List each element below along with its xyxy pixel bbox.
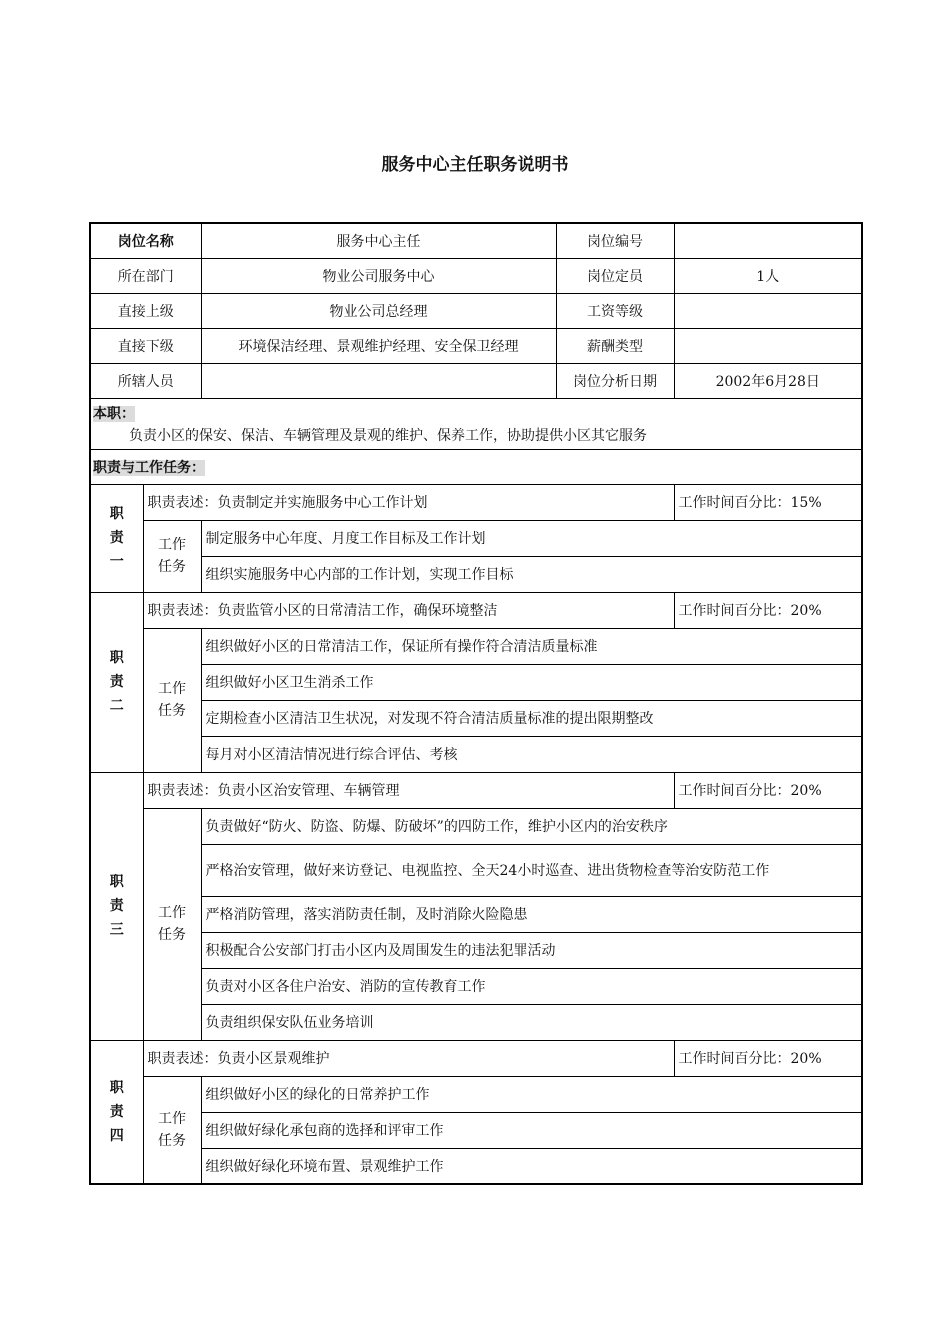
duty-group-label	[90, 484, 143, 592]
work-task-item: 负责做好“防火、防盗、防爆、防破坏”的四防工作，维护小区内的治安秩序	[201, 808, 862, 844]
work-task-item: 每月对小区清洁情况进行综合评估、考核	[201, 736, 862, 772]
duty-group-char: 三	[109, 922, 124, 938]
analysis-date-label: 岗位分析日期	[556, 363, 674, 398]
work-task-label-line: 任务	[158, 1132, 186, 1149]
duty-group-char: 职	[109, 506, 124, 522]
work-task-label-line: 任务	[158, 559, 186, 575]
duty-summary-cell	[90, 398, 862, 449]
work-task-item: 定期检查小区清洁卫生状况，对发现不符合清洁质量标准的提出限期整改	[201, 700, 862, 736]
duty-group-char: 责	[109, 1103, 124, 1120]
work-task-label	[143, 808, 201, 1040]
superior-label: 直接上级	[90, 293, 201, 328]
duty-group-char: 职	[109, 1079, 124, 1096]
duty-group-label	[90, 1040, 143, 1184]
work-task-item: 组织做好小区卫生消杀工作	[201, 664, 862, 700]
document-title: 服务中心主任职务说明书	[381, 155, 569, 175]
post-name-label: 岗位名称	[90, 223, 201, 258]
duty-description: 职责表述：负责监管小区的日常清洁工作，确保环境整洁	[143, 592, 674, 628]
work-task-label	[143, 628, 201, 772]
work-task-label	[143, 1076, 201, 1184]
work-task-item: 组织做好绿化环境布置、景观维护工作	[201, 1148, 862, 1184]
superior-value: 物业公司总经理	[201, 293, 556, 328]
duty-group-char: 二	[109, 698, 124, 714]
work-task-label-line: 工作	[158, 905, 186, 921]
staff-value	[201, 363, 556, 398]
work-task-label	[143, 520, 201, 592]
wage-value	[674, 293, 862, 328]
work-task-item: 负责对小区各住户治安、消防的宣传教育工作	[201, 968, 862, 1004]
analysis-date-value: 2002年6月28日	[674, 363, 862, 398]
duty-summary-text: 负责小区的保安、保洁、车辆管理及景观的维护、保养工作，协助提供小区其它服务	[129, 427, 647, 444]
duty-description: 职责表述：负责小区景观维护	[143, 1040, 674, 1076]
duty-time-percentage: 工作时间百分比：20%	[674, 772, 862, 808]
duty-time-percentage: 工作时间百分比：20%	[674, 592, 862, 628]
duty-group-char: 一	[109, 554, 124, 570]
post-name-value: 服务中心主任	[201, 223, 556, 258]
wage-label: 工资等级	[556, 293, 674, 328]
duty-list	[90, 484, 862, 1184]
job-description-table	[89, 222, 863, 1185]
work-task-item: 积极配合公安部门打击小区内及周围发生的违法犯罪活动	[201, 932, 862, 968]
duty-group-char: 责	[109, 530, 124, 546]
post-code-value	[674, 223, 862, 258]
work-task-label-line: 任务	[158, 703, 186, 719]
work-task-label-line: 工作	[158, 681, 186, 697]
work-task-item: 组织实施服务中心内部的工作计划，实现工作目标	[201, 556, 862, 592]
duty-description: 职责表述：负责小区治安管理、车辆管理	[143, 772, 674, 808]
headcount-label: 岗位定员	[556, 258, 674, 293]
subordinate-value: 环境保洁经理、景观维护经理、安全保卫经理	[201, 328, 556, 363]
duty-group-char: 责	[109, 898, 124, 914]
work-task-item: 严格消防管理，落实消防责任制，及时消除火险隐患	[201, 896, 862, 932]
work-task-label-line: 任务	[158, 927, 186, 943]
work-task-item: 负责组织保安队伍业务培训	[201, 1004, 862, 1040]
work-task-item: 制定服务中心年度、月度工作目标及工作计划	[201, 520, 862, 556]
duty-group-char: 责	[109, 674, 124, 690]
duty-time-percentage: 工作时间百分比：15%	[674, 484, 862, 520]
work-task-label-line: 工作	[158, 537, 186, 553]
work-task-item: 组织做好绿化承包商的选择和评审工作	[201, 1112, 862, 1148]
headcount-value: 1人	[674, 258, 862, 293]
duty-description: 职责表述：负责制定并实施服务中心工作计划	[143, 484, 674, 520]
duty-group-char: 职	[109, 874, 124, 890]
work-task-item: 组织做好小区的日常清洁工作，保证所有操作符合清洁质量标准	[201, 628, 862, 664]
duty-group-label	[90, 592, 143, 772]
work-task-label-line: 工作	[158, 1110, 186, 1127]
staff-label: 所辖人员	[90, 363, 201, 398]
duty-group-char: 四	[109, 1127, 124, 1144]
work-task-item: 组织做好小区的绿化的日常养护工作	[201, 1076, 862, 1112]
dept-label: 所在部门	[90, 258, 201, 293]
pay-type-label: 薪酬类型	[556, 328, 674, 363]
pay-type-value	[674, 328, 862, 363]
tasks-section-label: 职责与工作任务：	[93, 459, 205, 476]
post-code-label: 岗位编号	[556, 223, 674, 258]
subordinate-label: 直接下级	[90, 328, 201, 363]
work-task-item: 严格治安管理，做好来访登记、电视监控、全天24小时巡查、进出货物检查等治安防范工作	[201, 844, 862, 896]
duty-group-label	[90, 772, 143, 1040]
tasks-section-cell	[90, 449, 862, 484]
duty-time-percentage: 工作时间百分比：20%	[674, 1040, 862, 1076]
duty-group-char: 职	[109, 650, 124, 666]
dept-value: 物业公司服务中心	[201, 258, 556, 293]
duty-summary-label: 本职：	[93, 405, 135, 422]
